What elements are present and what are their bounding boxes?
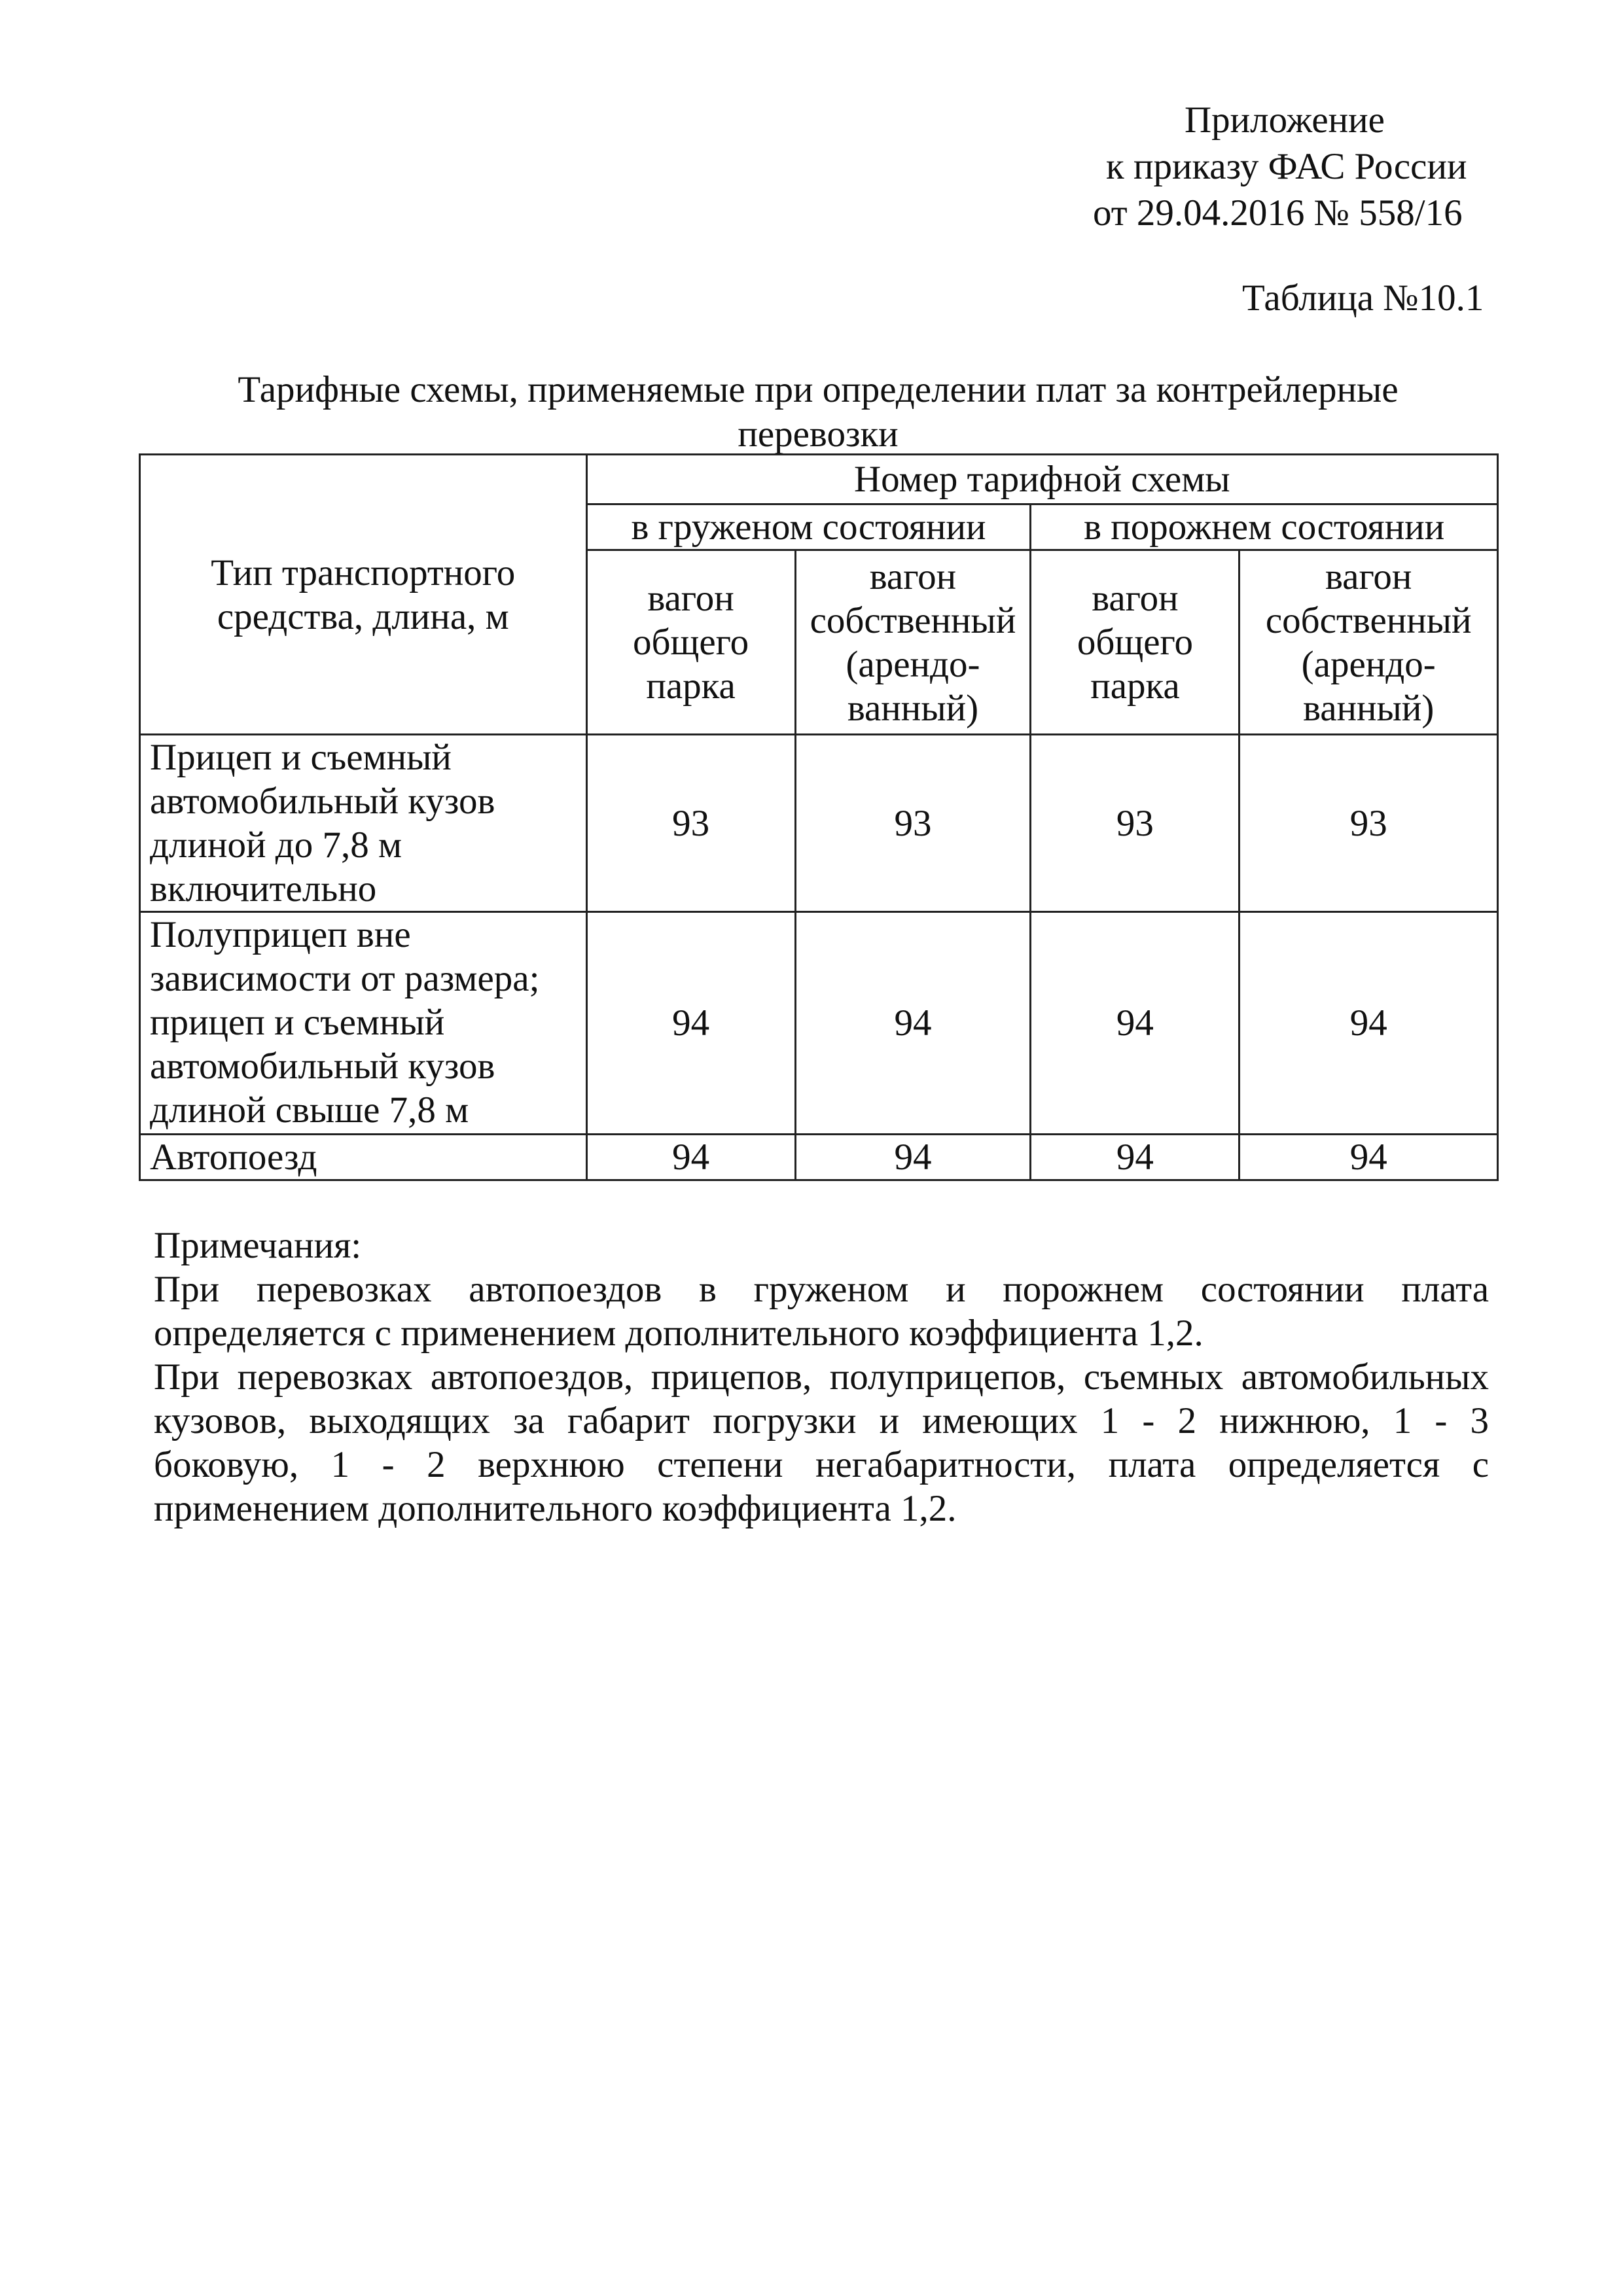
notes-heading: Примечания:	[154, 1225, 362, 1266]
appendix-header	[1080, 97, 1499, 236]
row-label-line: зависимости от размера;	[150, 958, 540, 999]
col-own-line: собственный	[1265, 599, 1472, 641]
tariff-table	[139, 453, 1499, 1181]
appendix-order-date: от 29.04.2016 № 558/16	[1093, 192, 1463, 234]
table-cell: 93	[1031, 735, 1240, 912]
table-row	[140, 912, 1498, 1135]
row-label-line: автомобильный кузов	[150, 1046, 495, 1087]
col-common-line: вагон	[647, 578, 734, 619]
appendix-order-ref: к приказу ФАС России	[1106, 146, 1467, 187]
note-2	[154, 1355, 1489, 1530]
col-header-loaded-own	[795, 550, 1031, 735]
col-common-line: вагон	[1092, 578, 1179, 619]
row-label: Автопоезд	[140, 1135, 587, 1180]
table-cell: 94	[1240, 1135, 1498, 1180]
col-own-line: (арендо-	[1301, 643, 1436, 685]
table-cell: 94	[586, 1135, 795, 1180]
notes-section	[154, 1224, 1489, 1530]
row-label-line: Прицеп и съемный	[150, 737, 452, 778]
row-label-line: длиной свыше 7,8 м	[150, 1089, 469, 1131]
row-label	[140, 735, 587, 912]
row-label-line: длиной до 7,8 м	[150, 824, 402, 866]
table-cell: 94	[586, 912, 795, 1135]
note-line: применением дополнительного коэффициента 1,2.	[154, 1488, 957, 1529]
row-label	[140, 912, 587, 1135]
note-line: При перевозках автопоездов в груженом и порожнем состоянии плата	[154, 1269, 1489, 1310]
note-line: боковую, 1 - 2 верхнюю степени негабаритности, плата определяется с	[154, 1444, 1489, 1485]
table-cell: 94	[1031, 1135, 1240, 1180]
table-cell: 93	[586, 735, 795, 912]
table-row	[140, 735, 1498, 912]
col-common-line: парка	[1090, 665, 1180, 707]
note-line: кузовов, выходящих за габарит погрузки и имеющих 1 - 2 нижнюю, 1 - 3	[154, 1400, 1489, 1441]
note-1	[154, 1267, 1489, 1355]
table-title: Тарифные схемы, применяемые при определении плат за контрейлерные перевозки	[238, 369, 1399, 455]
col-common-line: парка	[646, 665, 736, 707]
note-line: определяется с применением дополнительного коэффициента 1,2.	[154, 1313, 1204, 1354]
note-line: При перевозках автопоездов, прицепов, полуприцепов, съемных автомобильных	[154, 1356, 1489, 1398]
table-cell: 94	[795, 912, 1031, 1135]
col-own-line: (арендо-	[846, 643, 980, 685]
row-label-line: автомобильный кузов	[150, 781, 495, 822]
table-cell: 93	[795, 735, 1031, 912]
table-cell: 94	[1031, 912, 1240, 1135]
appendix-title: Приложение	[1185, 99, 1385, 141]
col-common-line: общего	[1077, 622, 1193, 663]
col-own-line: ванный)	[1303, 687, 1435, 729]
table-number: Таблица №10.1	[1242, 277, 1484, 319]
col-own-line: вагон	[869, 556, 957, 597]
table-cell: 93	[1240, 735, 1498, 912]
col-own-line: собственный	[810, 599, 1016, 641]
state-empty-header: в порожнем состоянии	[1031, 504, 1498, 550]
row-header: Тип транспортного средства, длина, м	[211, 552, 516, 637]
row-label-line: включительно	[150, 868, 377, 910]
row-label-line: прицеп и съемный	[150, 1002, 445, 1043]
col-common-line: общего	[632, 622, 749, 663]
col-header-empty-common	[1031, 550, 1240, 735]
group-header: Номер тарифной схемы	[586, 455, 1497, 504]
state-loaded-header: в груженом состоянии	[586, 504, 1031, 550]
row-label-line: Полуприцеп вне	[150, 914, 411, 955]
row-header-cell	[140, 455, 587, 735]
col-own-line: вагон	[1325, 556, 1412, 597]
col-own-line: ванный)	[847, 687, 979, 729]
table-row	[140, 1135, 1498, 1180]
table-cell: 94	[1240, 912, 1498, 1135]
col-header-loaded-common	[586, 550, 795, 735]
table-cell: 94	[795, 1135, 1031, 1180]
col-header-empty-own	[1240, 550, 1498, 735]
